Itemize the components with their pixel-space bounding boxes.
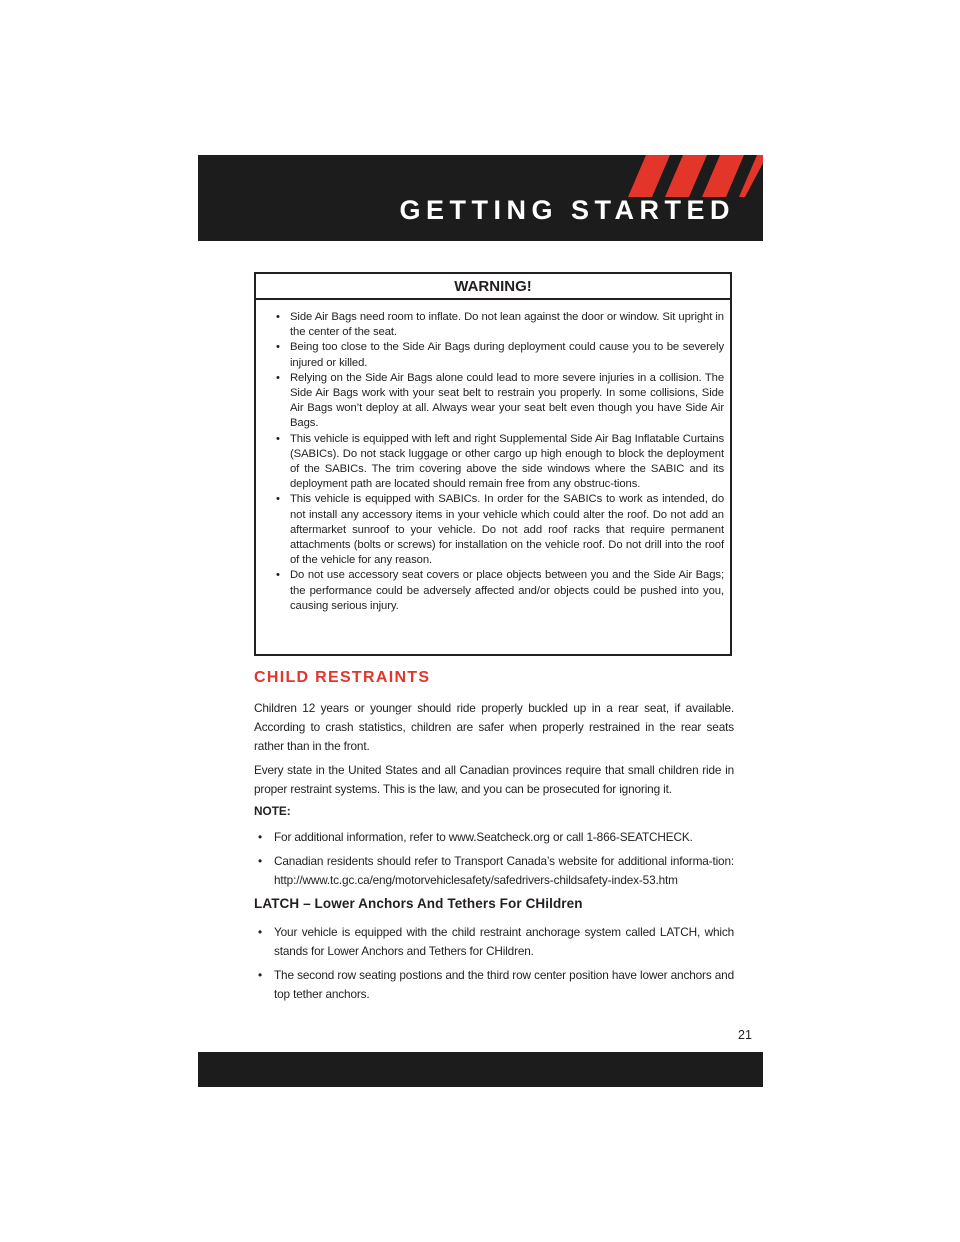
warning-item: • This vehicle is equipped with left and right Supplemental Side Air Bag Inflatable Curtains (SABICs). Do not stack luggage or other cargo up high enough to block the deployment of the SABICs. The trim covering above the side windows where the SABIC and its deployment path are located should remain free from any obstruc-tions.: [274, 432, 724, 493]
warning-item: • This vehicle is equipped with SABICs. In order for the SABICs to work as intended, do not install any accessory items in your vehicle which could alter the roof. Do not add an aftermarket sunroof to your vehicle. Do not add roof racks that require permanent attachments (bolts or screws) for installation on the vehicle roof. Do not drill into the roof of the vehicle for any reason.: [274, 492, 724, 568]
warning-box: [254, 272, 732, 656]
latch-item: • The second row seating postions and the third row center position have lower anchors and top tether anchors.: [254, 966, 734, 1004]
page-number: 21: [738, 1028, 752, 1042]
child-restraints-heading: CHILD RESTRAINTS: [254, 669, 431, 686]
latch-item: • Your vehicle is equipped with the child restraint anchorage system called LATCH, which stands for Lower Anchors and Tethers for CHildren.: [254, 923, 734, 961]
footer-band: [198, 1052, 763, 1087]
header-band: [198, 155, 763, 241]
warning-item: • Relying on the Side Air Bags alone could lead to more severe injuries in a collision. The Side Air Bags work with your seat belt to restrain you properly. In some collisions, Side Air Bags won’t deploy at all. Always wear your seat belt even though you have Side Air Bags.: [274, 371, 724, 432]
warning-title: WARNING!: [256, 275, 730, 300]
note-label: NOTE:: [254, 804, 291, 818]
child-restraints-law-paragraph: Every state in the United States and all Canadian provinces require that small children ride in proper restraint systems. This is the law, and you can be prosecuted for ignoring it.: [254, 763, 734, 796]
warning-item: • Being too close to the Side Air Bags during deployment could cause you to be severely injured or killed.: [274, 340, 724, 370]
warning-item: • Side Air Bags need room to inflate. Do not lean against the door or window. Sit upright in the center of the seat.: [274, 310, 724, 340]
note-item: • Canadian residents should refer to Transport Canada’s website for additional informa-tion: http://www.tc.gc.ca/eng/motorvehiclesafety/safedrivers-childsafety-index-53.htm: [254, 852, 734, 890]
note-item: • For additional information, refer to www.Seatcheck.org or call 1-866-SEATCHECK.: [254, 828, 734, 847]
latch-heading: LATCH – Lower Anchors And Tethers For CHildren: [254, 896, 583, 911]
warning-item: • Do not use accessory seat covers or place objects between you and the Side Air Bags; the performance could be adversely affected and/or objects could be pushed into you, causing serious injury.: [274, 568, 724, 614]
racing-stripes-icon: [628, 155, 763, 197]
child-restraints-paragraph: Children 12 years or younger should ride properly buckled up in a rear seat, if available. According to crash statistics, children are safer when properly restrained in the rear seats rather than in the front.: [254, 701, 734, 753]
section-header-title: GETTING STARTED: [399, 195, 735, 225]
warning-list: [256, 300, 730, 614]
